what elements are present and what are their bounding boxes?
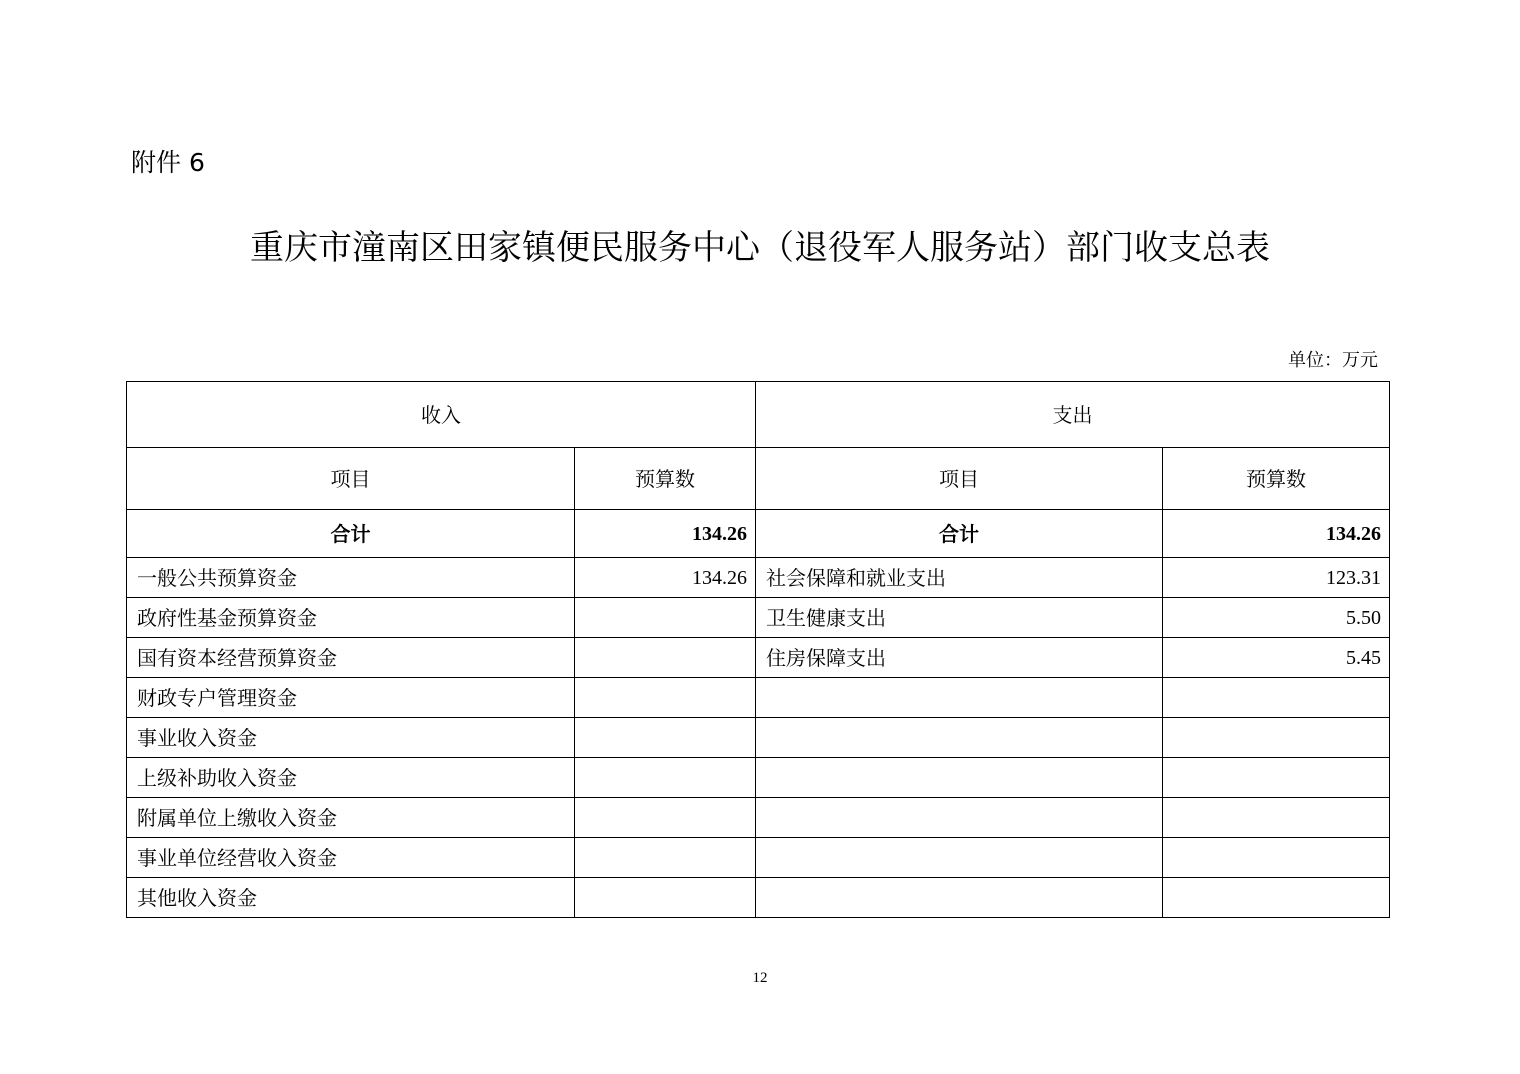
total-row — [127, 510, 1390, 558]
income-item: 附属单位上缴收入资金 — [127, 798, 575, 838]
income-total-label: 合计 — [127, 510, 575, 558]
expense-value — [1163, 678, 1390, 718]
expense-value: 5.45 — [1163, 638, 1390, 678]
income-item: 事业收入资金 — [127, 718, 575, 758]
expense-item: 住房保障支出 — [756, 638, 1163, 678]
table-row — [127, 878, 1390, 918]
expense-item — [756, 678, 1163, 718]
income-value — [575, 758, 756, 798]
expense-item — [756, 798, 1163, 838]
income-value — [575, 798, 756, 838]
expense-item — [756, 838, 1163, 878]
table-row — [127, 598, 1390, 638]
section-header-row — [127, 382, 1390, 448]
income-value — [575, 838, 756, 878]
unit-label: 单位：万元 — [1288, 350, 1378, 371]
income-budget-header: 预算数 — [575, 448, 756, 510]
expense-item — [756, 878, 1163, 918]
income-value — [575, 718, 756, 758]
expense-header: 支出 — [756, 382, 1390, 448]
income-value — [575, 638, 756, 678]
income-value — [575, 878, 756, 918]
expense-value: 5.50 — [1163, 598, 1390, 638]
table-row — [127, 678, 1390, 718]
income-item: 政府性基金预算资金 — [127, 598, 575, 638]
income-item-header: 项目 — [127, 448, 575, 510]
expense-value: 123.31 — [1163, 558, 1390, 598]
expense-item — [756, 718, 1163, 758]
expense-value — [1163, 798, 1390, 838]
page-number: 12 — [752, 970, 768, 986]
budget-table — [126, 381, 1390, 918]
income-item: 事业单位经营收入资金 — [127, 838, 575, 878]
table-row — [127, 798, 1390, 838]
expense-item-header: 项目 — [756, 448, 1163, 510]
table-row — [127, 558, 1390, 598]
income-item: 上级补助收入资金 — [127, 758, 575, 798]
expense-item: 卫生健康支出 — [756, 598, 1163, 638]
expense-value — [1163, 878, 1390, 918]
income-value: 134.26 — [575, 558, 756, 598]
table-row — [127, 838, 1390, 878]
expense-total-label: 合计 — [756, 510, 1163, 558]
income-item: 一般公共预算资金 — [127, 558, 575, 598]
table-row — [127, 758, 1390, 798]
income-item: 财政专户管理资金 — [127, 678, 575, 718]
income-item: 其他收入资金 — [127, 878, 575, 918]
income-header: 收入 — [127, 382, 756, 448]
column-header-row — [127, 448, 1390, 510]
income-value — [575, 598, 756, 638]
expense-value — [1163, 758, 1390, 798]
income-total-value: 134.26 — [575, 510, 756, 558]
expense-budget-header: 预算数 — [1163, 448, 1390, 510]
expense-item — [756, 758, 1163, 798]
expense-value — [1163, 718, 1390, 758]
expense-item: 社会保障和就业支出 — [756, 558, 1163, 598]
income-value — [575, 678, 756, 718]
page-title: 重庆市潼南区田家镇便民服务中心（退役军人服务站）部门收支总表 — [250, 228, 1270, 268]
table-row — [127, 638, 1390, 678]
attachment-label: 附件 6 — [131, 148, 205, 177]
table-row — [127, 718, 1390, 758]
expense-value — [1163, 838, 1390, 878]
income-item: 国有资本经营预算资金 — [127, 638, 575, 678]
expense-total-value: 134.26 — [1163, 510, 1390, 558]
